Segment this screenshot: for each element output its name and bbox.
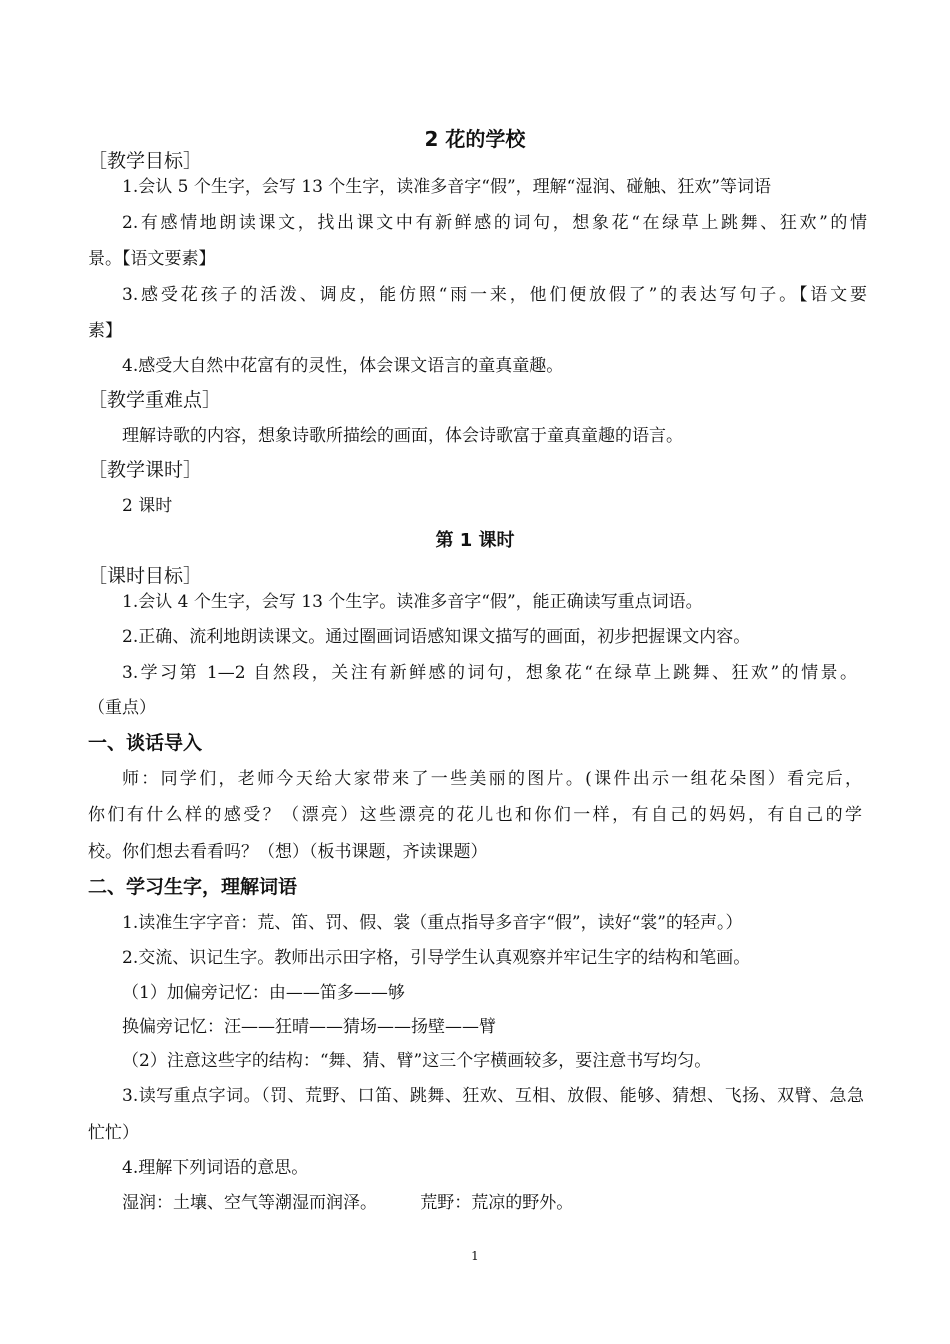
- lesson-goals-heading: ［课时目标］: [88, 565, 203, 587]
- part2-line-6-cont: 忙忙）: [88, 1123, 139, 1143]
- goals-heading: ［教学目标］: [88, 150, 203, 172]
- part2-line-1: 1.读准生字字音：荒、笛、罚、假、裳（重点指导多音字“假”，读好“裳”的轻声。）: [122, 913, 743, 933]
- goal-line-2: 2.有感情地朗读课文，找出课文中有新鲜感的词句，想象花“在绿草上跳舞、狂欢”的情: [122, 213, 867, 233]
- page-number: 1: [471, 1249, 479, 1263]
- lesson-goal-line-1: 1.会认 4 个生字，会写 13 个生字。读准多音字“假”，能正确读写重点词语。: [122, 592, 703, 612]
- part2-heading: 二、学习生字，理解词语: [88, 876, 298, 898]
- goal-line-3-cont: 素】: [88, 321, 122, 341]
- part2-line-4: 换偏旁记忆：汪——狂晴——猜场——扬壁——臂: [122, 1017, 496, 1037]
- part1-heading: 一、谈话导入: [88, 732, 203, 754]
- key-points-text: 理解诗歌的内容，想象诗歌所描绘的画面，体会诗歌富于童真童趣的语言。: [122, 426, 683, 446]
- part2-line-7: 4.理解下列词语的意思。: [122, 1158, 309, 1178]
- goal-line-1: 1.会认 5 个生字，会写 13 个生字，读准多音字“假”，理解“湿润、碰触、狂欢”等词语: [122, 177, 772, 197]
- goal-line-2-cont: 景。【语文要素】: [88, 249, 216, 269]
- page-title: 2 花的学校: [424, 127, 526, 151]
- part2-line-6: 3.读写重点字词。（罚、荒野、口笛、跳舞、狂欢、互相、放假、能够、猜想、飞扬、双臂、急急: [122, 1086, 864, 1106]
- goal-line-3: 3.感受花孩子的活泼、调皮，能仿照“雨一来，他们便放假了”的表达写句子。【语文要: [122, 285, 867, 305]
- hours-text: 2 课时: [122, 496, 173, 516]
- hours-heading: ［教学课时］: [88, 459, 203, 481]
- part2-line-8: 湿润：土壤、空气等潮湿而润泽。 荒野：荒凉的野外。: [122, 1193, 574, 1213]
- part2-line-3: （1）加偏旁记忆：由——笛多——够: [122, 983, 405, 1003]
- part1-line-2: 你们有什么样的感受？（漂亮）这些漂亮的花儿也和你们一样，有自己的妈妈，有自己的学: [88, 805, 862, 825]
- lesson-goal-line-3: 3.学习第 1—2 自然段，关注有新鲜感的词句，想象花“在绿草上跳舞、狂欢”的情景。: [122, 663, 857, 683]
- part2-line-5: （2）注意这些字的结构：“舞、猜、臂”这三个字横画较多，要注意书写均匀。: [122, 1051, 712, 1071]
- part1-line-3: 校。你们想去看看吗？（想）（板书课题，齐读课题）: [88, 842, 488, 862]
- part1-line-1: 师：同学们，老师今天给大家带来了一些美丽的图片。(课件出示一组花朵图）看完后，: [122, 769, 862, 789]
- lesson-goal-line-3-cont: （重点）: [88, 698, 156, 718]
- part2-line-2: 2.交流、识记生字。教师出示田字格，引导学生认真观察并牢记生字的结构和笔画。: [122, 948, 751, 968]
- key-points-heading: ［教学重难点］: [88, 389, 222, 411]
- lesson-goal-line-2: 2.正确、流利地朗读课文。通过圈画词语感知课文描写的画面，初步把握课文内容。: [122, 627, 751, 647]
- lesson-title: 第 1 课时: [435, 530, 515, 551]
- goal-line-4: 4.感受大自然中花富有的灵性，体会课文语言的童真童趣。: [122, 356, 564, 376]
